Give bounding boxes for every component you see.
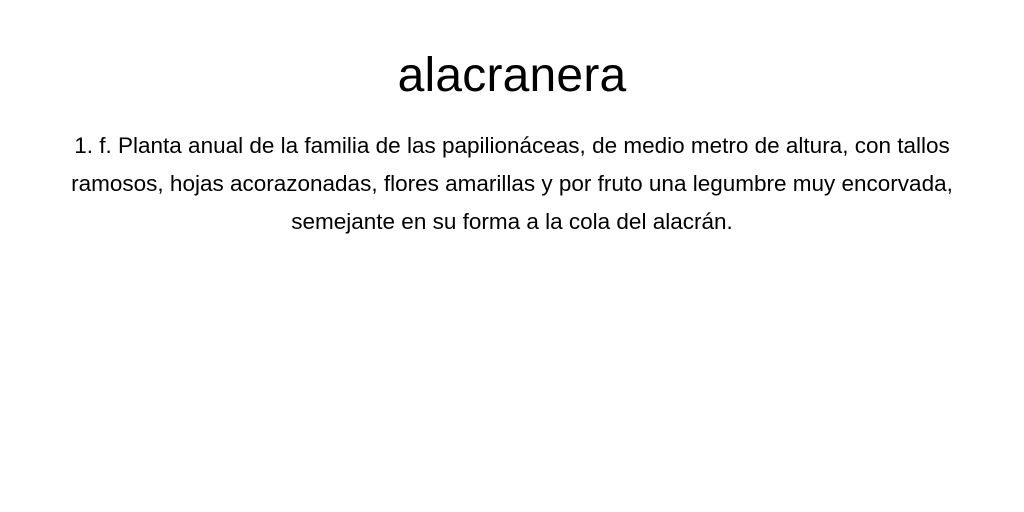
entry-term: alacranera xyxy=(397,49,627,102)
entry-definition: 1. f. Planta anual de la familia de las papilionáceas, de medio metro de altura, con tallos ramosos, hojas acorazonadas, flores amarillas y por fruto una legumbre muy encorvada, semejante en su forma a la cola del alacrán. xyxy=(71,133,953,234)
